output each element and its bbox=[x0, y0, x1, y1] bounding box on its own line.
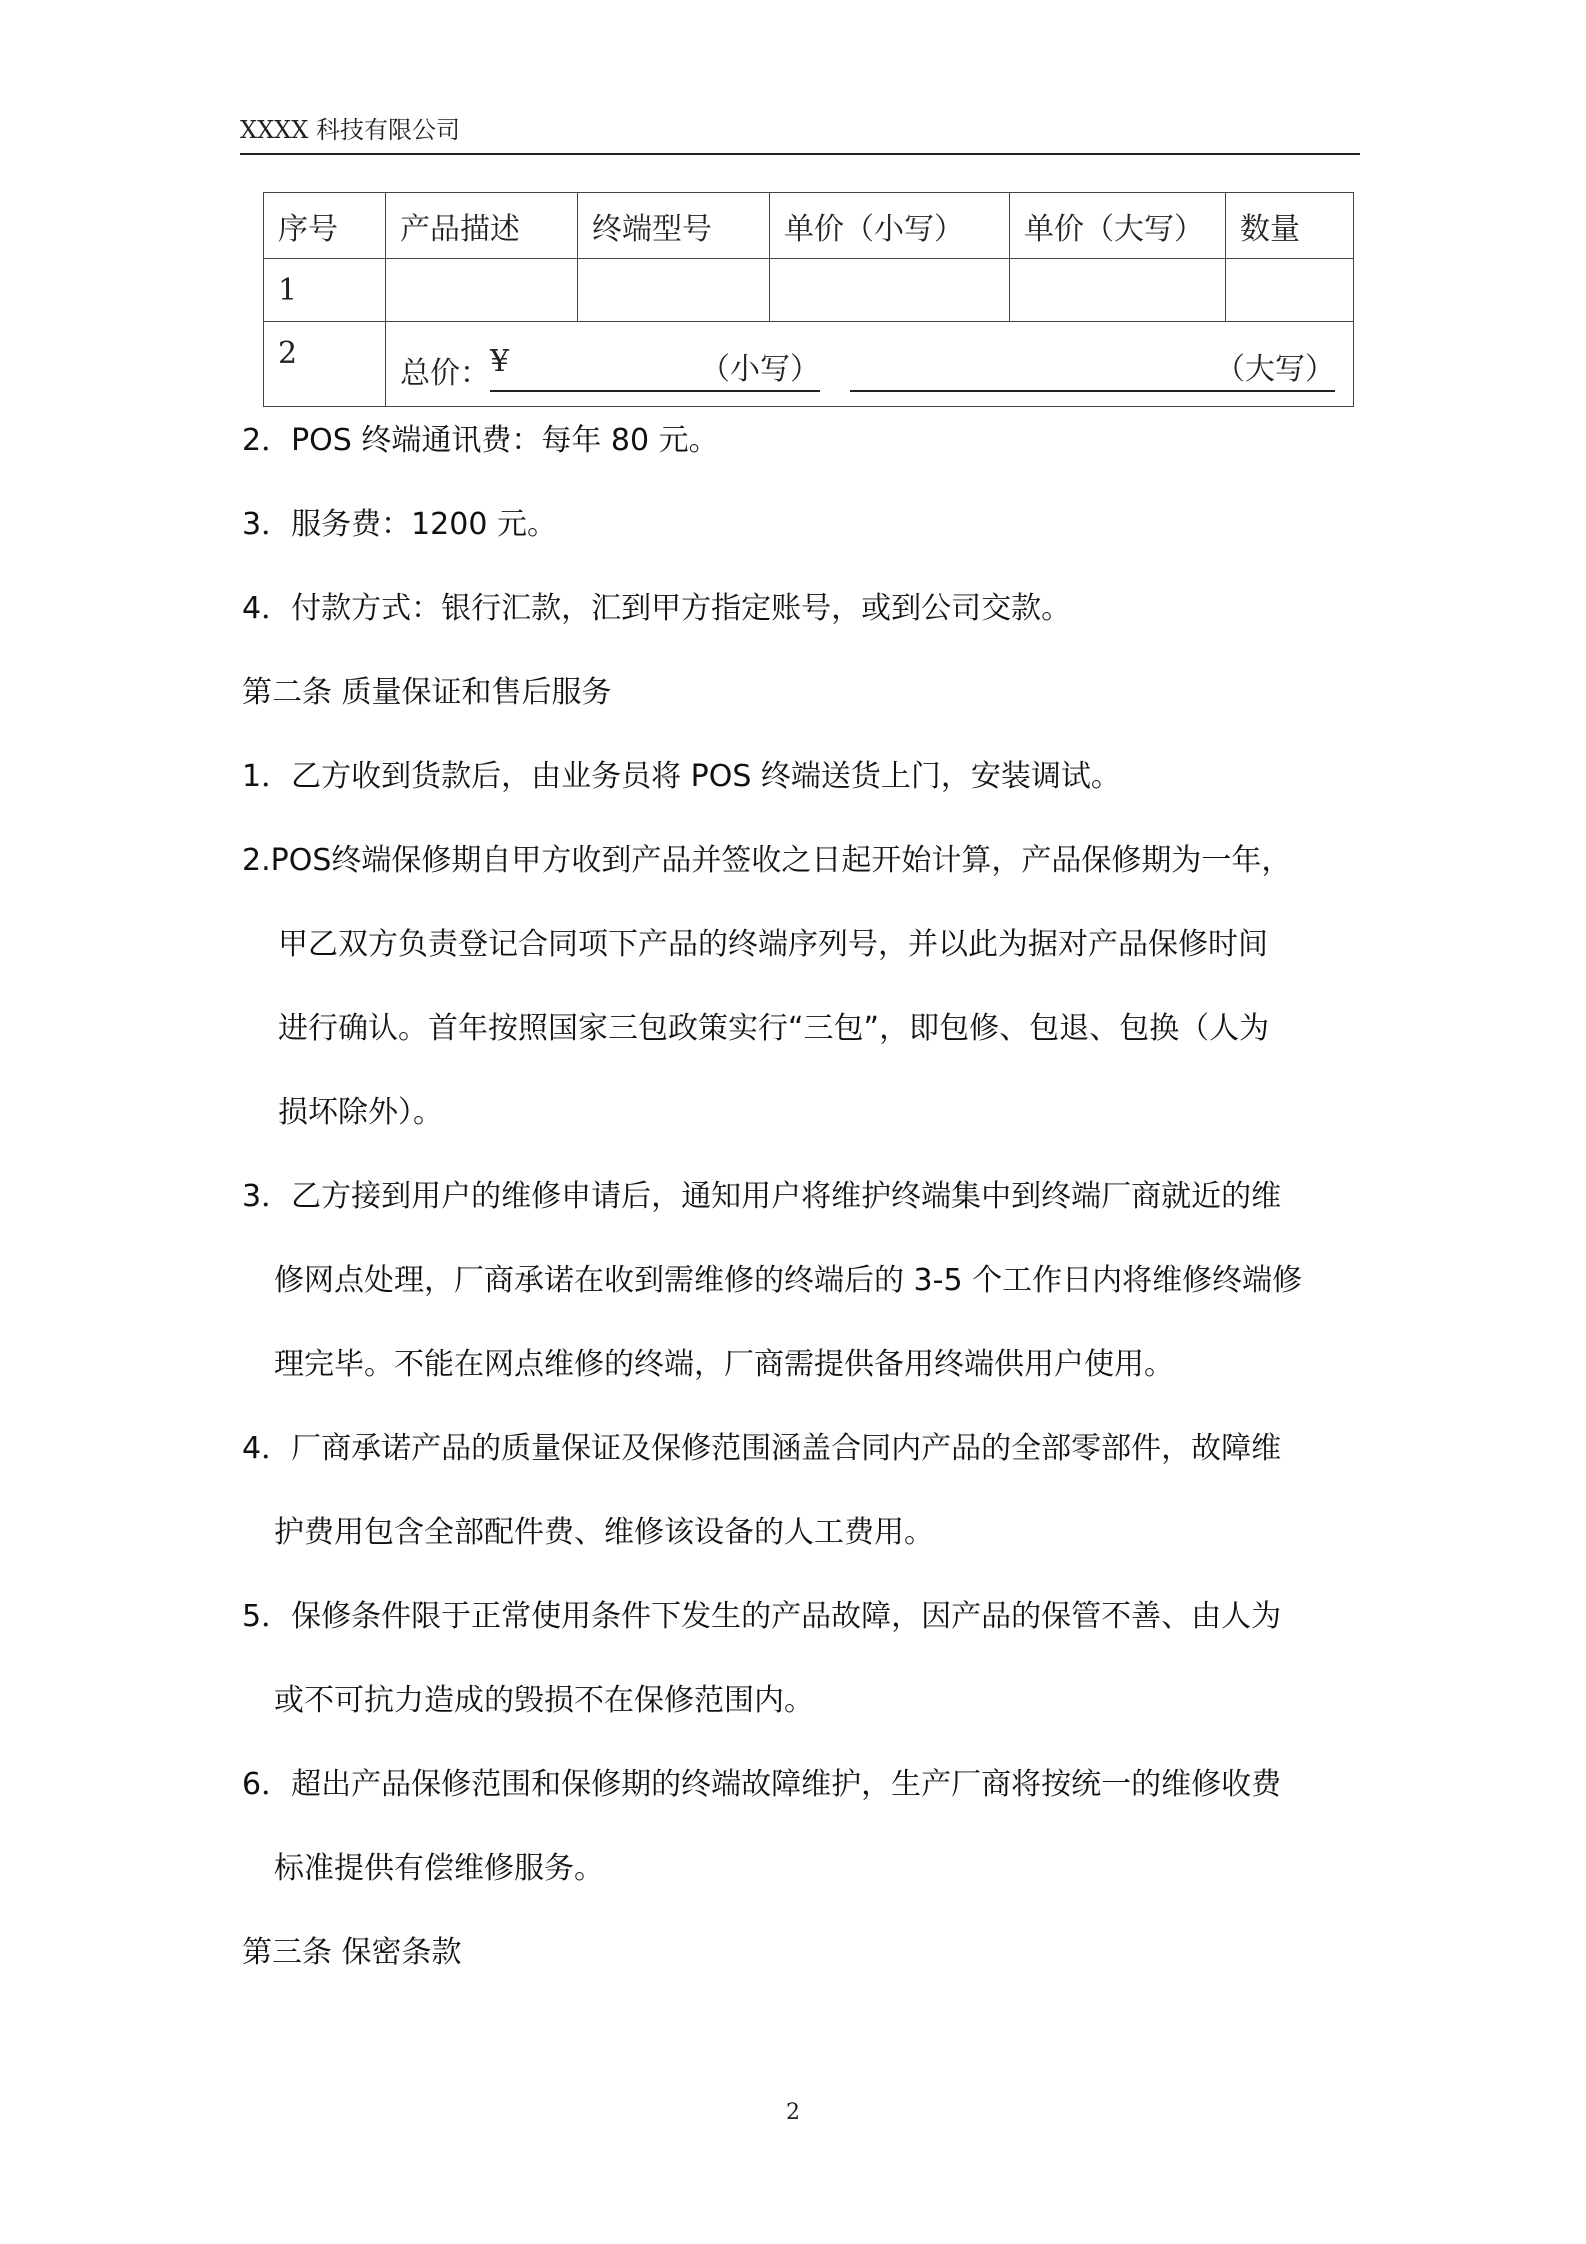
row-number: 2 bbox=[264, 322, 386, 407]
quality-item-6-line: 6．超出产品保修范围和保修期的终端故障维护，生产厂商将按统一的维修收费 bbox=[242, 1767, 1282, 1802]
page-header bbox=[240, 110, 1360, 155]
quality-item-5-line: 或不可抗力造成的毁损不在保修范围内。 bbox=[274, 1683, 814, 1718]
quality-item-3-line: 3．乙方接到用户的维修申请后，通知用户将维护终端集中到终端厂商就近的维 bbox=[242, 1179, 1282, 1214]
col-header-qty: 数量 bbox=[1226, 193, 1354, 259]
clause-communication-fee: 2．POS 终端通讯费：每年 80 元。 bbox=[242, 423, 719, 458]
quality-item-4-line: 4．厂商承诺产品的质量保证及保修范围涵盖合同内产品的全部零部件，故障维 bbox=[242, 1431, 1282, 1466]
cell-empty bbox=[770, 259, 1010, 322]
quality-item-4-line: 护费用包含全部配件费、维修该设备的人工费用。 bbox=[274, 1515, 934, 1550]
table-header-row bbox=[264, 193, 1354, 259]
cell-empty bbox=[578, 259, 770, 322]
quality-item-2-line: 甲乙双方负责登记合同项下产品的终端序列号，并以此为据对产品保修时间 bbox=[278, 927, 1268, 962]
company-name: XXXX 科技有限公司 bbox=[240, 116, 460, 144]
upper-note: （大写） bbox=[1215, 352, 1335, 387]
price-table bbox=[263, 192, 1354, 407]
quality-item-2-line: 2.POS终端保修期自甲方收到产品并签收之日起开始计算，产品保修期为一年， bbox=[242, 843, 1292, 878]
total-upper-blank bbox=[850, 344, 1335, 392]
table-row bbox=[264, 322, 1354, 407]
currency-symbol: ¥ bbox=[490, 344, 510, 379]
quality-item-6-line: 标准提供有偿维修服务。 bbox=[274, 1851, 604, 1886]
row-number: 1 bbox=[264, 259, 386, 322]
col-header-price-upper: 单价（大写） bbox=[1010, 193, 1226, 259]
clause-service-fee: 3．服务费：1200 元。 bbox=[242, 507, 557, 542]
col-header-model: 终端型号 bbox=[578, 193, 770, 259]
table-row bbox=[264, 259, 1354, 322]
total-price-cell bbox=[386, 322, 1354, 407]
clause-payment-method: 4．付款方式：银行汇款，汇到甲方指定账号，或到公司交款。 bbox=[242, 591, 1072, 626]
lower-note: （小写） bbox=[700, 352, 820, 387]
quality-item-2-line: 损坏除外）。 bbox=[278, 1095, 443, 1130]
col-header-desc: 产品描述 bbox=[386, 193, 578, 259]
cell-empty bbox=[386, 259, 578, 322]
quality-item-3-line: 理完毕。不能在网点维修的终端，厂商需提供备用终端供用户使用。 bbox=[274, 1347, 1174, 1382]
col-header-no: 序号 bbox=[264, 193, 386, 259]
quality-item-5-line: 5．保修条件限于正常使用条件下发生的产品故障，因产品的保管不善、由人为 bbox=[242, 1599, 1282, 1634]
quality-item-1: 1．乙方收到货款后，由业务员将 POS 终端送货上门，安装调试。 bbox=[242, 759, 1121, 794]
total-label: 总价： bbox=[400, 356, 490, 391]
article-2-title: 第二条 质量保证和售后服务 bbox=[242, 675, 612, 710]
quality-item-2-line: 进行确认。首年按照国家三包政策实行“三包”，即包修、包退、包换（人为 bbox=[278, 1011, 1270, 1046]
article-3-title: 第三条 保密条款 bbox=[242, 1935, 462, 1970]
cell-empty bbox=[1010, 259, 1226, 322]
quality-item-3-line: 修网点处理，厂商承诺在收到需维修的终端后的 3-5 个工作日内将维修终端修 bbox=[274, 1263, 1303, 1298]
cell-empty bbox=[1226, 259, 1354, 322]
col-header-price-lower: 单价（小写） bbox=[770, 193, 1010, 259]
page-number: 2 bbox=[786, 2100, 800, 2125]
total-lower-blank bbox=[490, 344, 820, 392]
